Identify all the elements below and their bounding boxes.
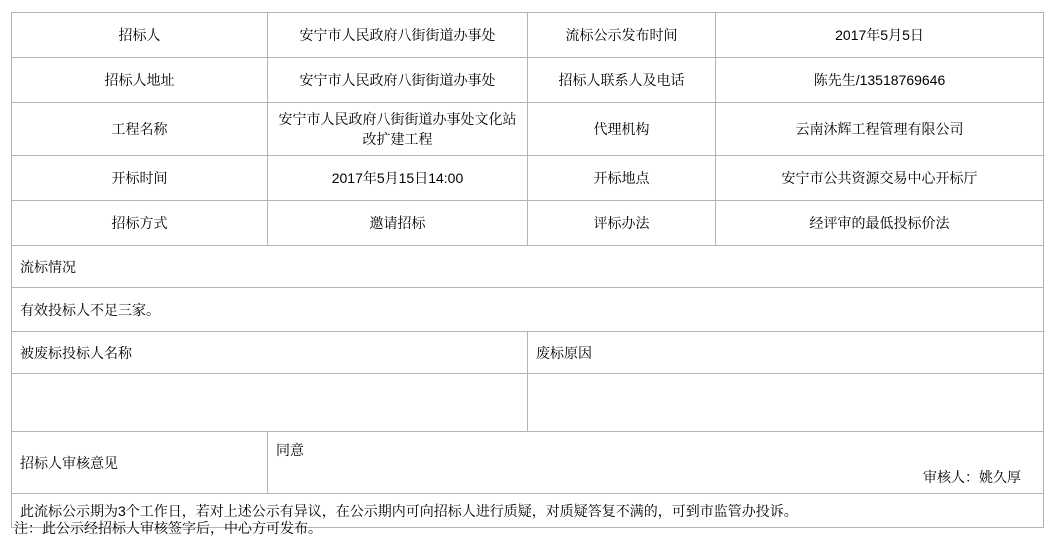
bidder-address-value: 安宁市人民政府八街街道办事处 (268, 58, 528, 103)
evaluation-method-label: 评标办法 (528, 201, 716, 246)
table-row (12, 288, 1044, 332)
table-row (12, 103, 1044, 156)
approval-opinion-label: 招标人审核意见 (12, 432, 268, 494)
failure-status-label: 流标情况 (12, 246, 1044, 288)
approver-signature: 审核人：姚久厚 (923, 469, 1021, 485)
agency-value: 云南沐辉工程管理有限公司 (716, 103, 1044, 156)
table-row (12, 332, 1044, 374)
approval-opinion-inner (276, 438, 1035, 487)
bidder-contact-value: 陈先生/13518769646 (716, 58, 1044, 103)
open-time-label: 开标时间 (12, 156, 268, 201)
bidder-address-label: 招标人地址 (12, 58, 268, 103)
footnote-text: 注：此公示经招标人审核签字后，中心方可发布。 (14, 520, 322, 536)
project-name-label: 工程名称 (12, 103, 268, 156)
open-place-label: 开标地点 (528, 156, 716, 201)
rejection-reason-label: 废标原因 (528, 332, 1044, 374)
bidder-label: 招标人 (12, 13, 268, 58)
table-row (12, 374, 1044, 432)
bid-failure-notice-table (11, 12, 1044, 528)
agency-label: 代理机构 (528, 103, 716, 156)
project-name-value: 安宁市人民政府八街街道办事处文化站改扩建工程 (268, 103, 528, 156)
notice-period-text: 此流标公示期为3个工作日，若对上述公示有异议，在公示期内可向招标人进行质疑，对质疑答复不满的，可到市监管办投诉。 (12, 494, 1044, 528)
rejected-bidder-value (12, 374, 528, 432)
table-row (12, 156, 1044, 201)
rejection-reason-value (528, 374, 1044, 432)
open-place-value: 安宁市公共资源交易中心开标厅 (716, 156, 1044, 201)
publish-time-label: 流标公示发布时间 (528, 13, 716, 58)
table-row (12, 58, 1044, 103)
bid-method-label: 招标方式 (12, 201, 268, 246)
approval-opinion-value: 同意 (276, 442, 304, 458)
evaluation-method-value: 经评审的最低投标价法 (716, 201, 1044, 246)
failure-status-value: 有效投标人不足三家。 (12, 288, 1044, 332)
rejected-bidder-label: 被废标投标人名称 (12, 332, 528, 374)
approval-opinion-cell (268, 432, 1044, 494)
bid-method-value: 邀请招标 (268, 201, 528, 246)
open-time-value: 2017年5月15日14:00 (268, 156, 528, 201)
table-row (12, 432, 1044, 494)
table-row (12, 246, 1044, 288)
bidder-value: 安宁市人民政府八街街道办事处 (268, 13, 528, 58)
table-row (12, 13, 1044, 58)
table-row (12, 201, 1044, 246)
publish-time-value: 2017年5月5日 (716, 13, 1044, 58)
bidder-contact-label: 招标人联系人及电话 (528, 58, 716, 103)
